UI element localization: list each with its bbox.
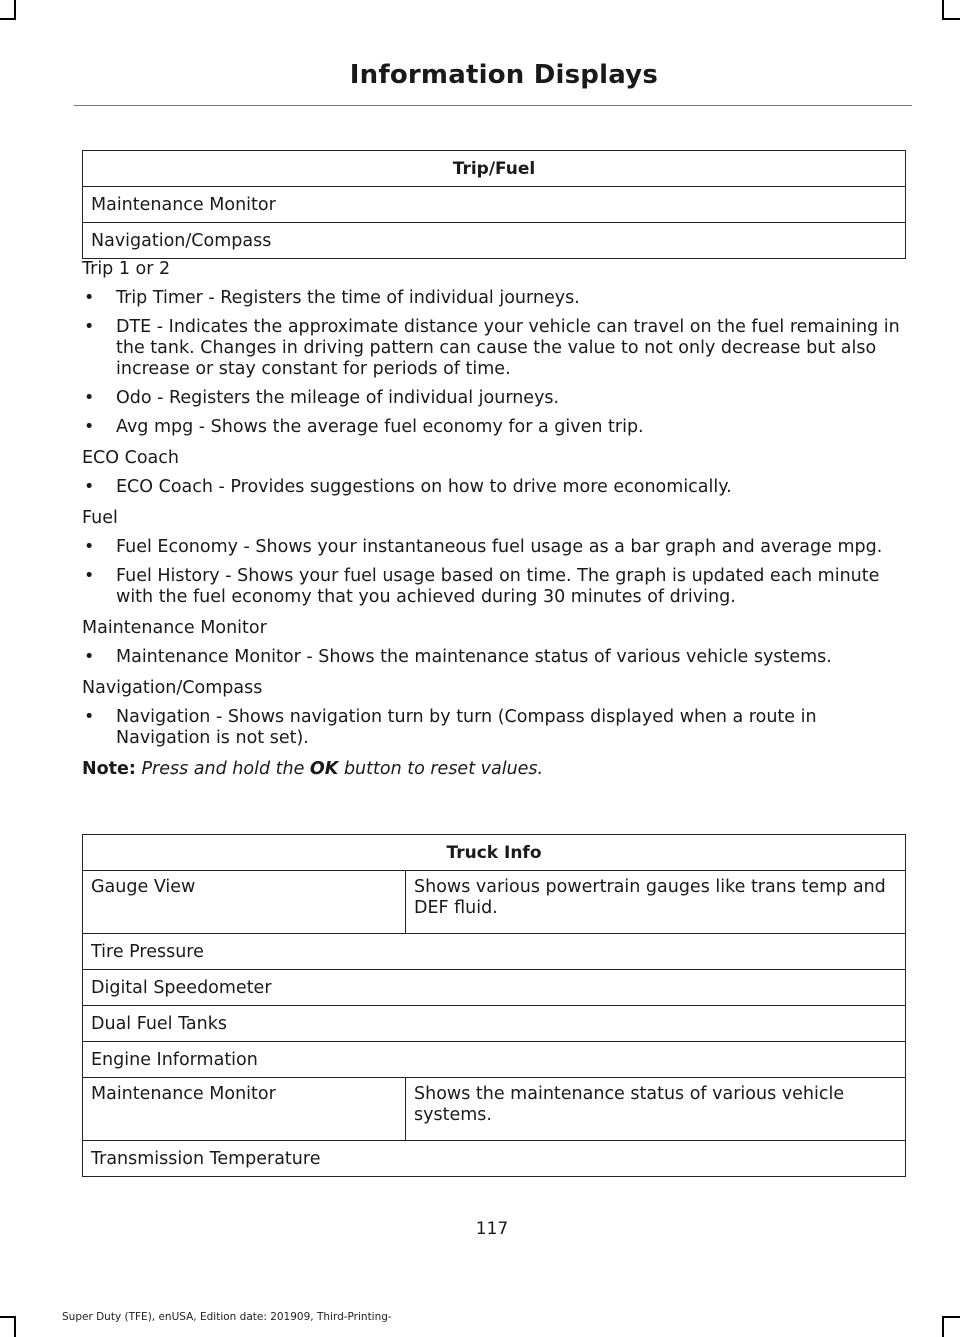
table-cell-name: Dual Fuel Tanks (83, 1006, 906, 1042)
bullet-icon: • (84, 647, 95, 667)
crop-mark (0, 1316, 16, 1318)
table-row (83, 1078, 906, 1141)
note-text-before: Press and hold the (141, 759, 305, 779)
section-title: Fuel (82, 508, 118, 528)
list-item-text: Fuel Economy - Shows your instantaneous fuel usage as a bar graph and average mpg. (116, 537, 883, 557)
table-row (83, 970, 906, 1006)
list-item (82, 647, 908, 668)
section-title: Trip 1 or 2 (82, 259, 171, 279)
bullet-icon: • (84, 388, 95, 408)
bullet-list (82, 707, 908, 749)
list-item-text: Fuel History - Shows your fuel usage based on time. The graph is updated each minute with the fuel economy that you achieved during 30 minutes of driving. (116, 566, 880, 607)
crop-mark (0, 18, 16, 20)
list-item (82, 537, 908, 558)
table-cell-name: Maintenance Monitor (83, 1078, 406, 1141)
list-item-text: DTE - Indicates the approximate distance your vehicle can travel on the fuel remaining in the tank. Changes in driving pattern can cause the value to not only decrease but also increase or stay constant for periods of time. (116, 317, 900, 379)
note (82, 759, 908, 780)
page-number: 117 (475, 1219, 509, 1239)
table-row (83, 871, 906, 934)
list-item (82, 707, 908, 749)
list-item (82, 388, 908, 409)
section-title: ECO Coach (82, 448, 179, 468)
table-row: Navigation/Compass (83, 223, 906, 259)
list-item (82, 317, 908, 380)
edition-footer: Super Duty (TFE), enUSA, Edition date: 201909, Third-Printing- (62, 1311, 392, 1323)
table-cell-name: Tire Pressure (83, 934, 906, 970)
bullet-list (82, 477, 908, 498)
list-item-text: Odo - Registers the mileage of individual journeys. (116, 388, 560, 408)
bullet-icon: • (84, 537, 95, 557)
bullet-icon: • (84, 417, 95, 437)
table-row (83, 1042, 906, 1078)
list-item (82, 417, 908, 438)
table-cell-name: Gauge View (83, 871, 406, 934)
note-label: Note: (82, 759, 136, 779)
header-divider (74, 105, 912, 106)
bullet-icon: • (84, 288, 95, 308)
content-body (82, 259, 908, 780)
bullet-icon: • (84, 317, 95, 337)
table-cell-name: Engine Information (83, 1042, 906, 1078)
list-item-text: ECO Coach - Provides suggestions on how to drive more economically. (116, 477, 732, 497)
crop-mark (14, 0, 16, 20)
table-heading: Truck Info (83, 835, 906, 871)
list-item (82, 288, 908, 309)
list-item-text: Trip Timer - Registers the time of individual journeys. (116, 288, 580, 308)
list-item-text: Maintenance Monitor - Shows the maintenance status of various vehicle systems. (116, 647, 832, 667)
bullet-list (82, 288, 908, 438)
truck-info-table (82, 834, 906, 1177)
bullet-icon: • (84, 707, 95, 727)
list-item-text: Navigation - Shows navigation turn by turn (Compass displayed when a route in Navigation is not set). (116, 707, 817, 748)
crop-mark (14, 1316, 16, 1337)
bullet-icon: • (84, 477, 95, 497)
bullet-list (82, 647, 908, 668)
crop-mark (942, 18, 960, 20)
table-row: Maintenance Monitor (83, 187, 906, 223)
table-cell-desc: Shows the maintenance status of various vehicle systems. (406, 1078, 906, 1141)
table-heading: Trip/Fuel (83, 151, 906, 187)
list-item (82, 566, 908, 608)
page-title: Information Displays (349, 60, 658, 90)
section-title: Navigation/Compass (82, 678, 263, 698)
table-cell-name: Transmission Temperature (83, 1141, 906, 1177)
crop-mark (942, 1316, 960, 1318)
crop-mark (942, 0, 944, 20)
list-item (82, 477, 908, 498)
table-row (83, 934, 906, 970)
section-title: Maintenance Monitor (82, 618, 267, 638)
note-ok-label: OK (309, 759, 339, 779)
note-text-after: button to reset values. (343, 759, 544, 779)
table-cell-name: Digital Speedometer (83, 970, 906, 1006)
table-row (83, 1006, 906, 1042)
bullet-icon: • (84, 566, 95, 586)
table-row (83, 1141, 906, 1177)
crop-mark (942, 1316, 944, 1337)
bullet-list (82, 537, 908, 608)
table-cell-desc: Shows various powertrain gauges like trans temp and DEF fluid. (406, 871, 906, 934)
trip-fuel-table (82, 150, 906, 259)
list-item-text: Avg mpg - Shows the average fuel economy for a given trip. (116, 417, 644, 437)
